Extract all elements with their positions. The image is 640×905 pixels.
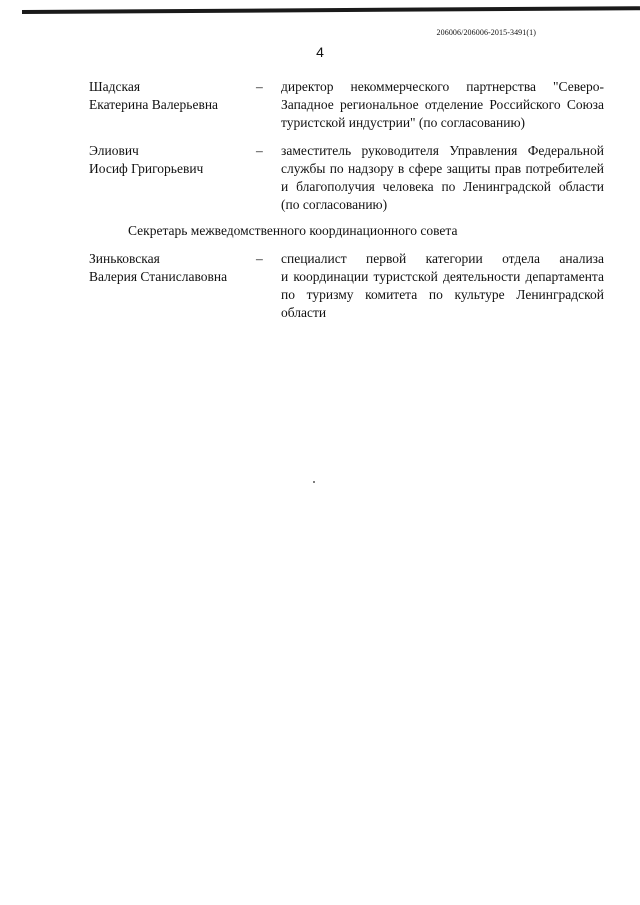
member-name [89, 78, 249, 114]
secretary-heading: Секретарь межведомственного координационного совета [128, 223, 458, 238]
member-role [281, 78, 604, 132]
dash-separator: – [256, 143, 263, 158]
page-number: 4 [316, 44, 324, 60]
dash-separator: – [256, 251, 263, 266]
role-line: Западное региональное отделение Российского Союза [281, 97, 604, 112]
role-line: туристской индустрии" (по согласованию) [281, 115, 526, 130]
member-name [89, 142, 249, 178]
member-given-names: Екатерина Валерьевна [89, 97, 219, 112]
role-line: (по согласованию) [281, 197, 388, 212]
member-surname: Шадская [89, 79, 141, 94]
role-line: специалист первой категории отдела анализа [281, 251, 604, 266]
member-surname: Зиньковская [89, 251, 160, 266]
dash-separator: – [256, 79, 263, 94]
member-given-names: Иосиф Григорьевич [89, 161, 204, 176]
role-line: заместитель руководителя Управления Федеральной [281, 143, 604, 158]
role-line: службы по надзору в сфере защиты прав потребителей [281, 161, 604, 176]
member-role [281, 142, 604, 214]
document-id: 206006/206006-2015-3491(1) [436, 28, 536, 37]
role-line: области [281, 305, 327, 320]
role-line: и координации туристской деятельности департамента [281, 269, 604, 284]
scan-speck [313, 481, 315, 483]
scan-top-edge [22, 6, 640, 14]
role-line: директор некоммерческого партнерства "Северо- [281, 79, 604, 94]
member-role [281, 250, 604, 322]
member-name [89, 250, 249, 286]
role-line: и благополучия человека по Ленинградской области [281, 179, 604, 194]
role-line: по туризму комитета по культуре Ленинградской [281, 287, 604, 302]
member-given-names: Валерия Станиславовна [89, 269, 228, 284]
member-surname: Элиович [89, 143, 139, 158]
